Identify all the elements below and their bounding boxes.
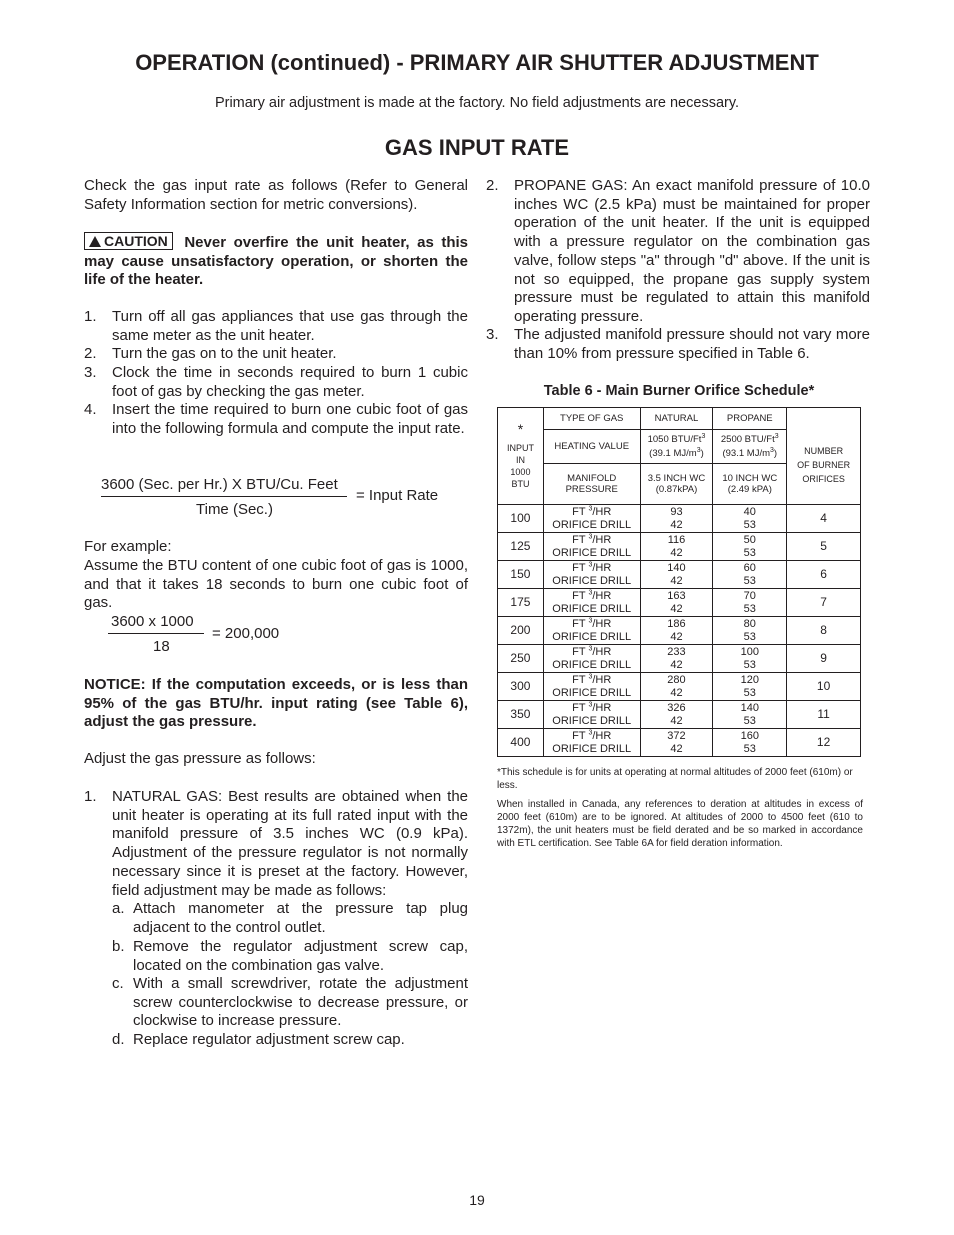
mp-text: (0.87kPA) (655, 484, 698, 495)
propane-ft-value: 40 (743, 505, 756, 518)
propane-ft-value: 160 (740, 729, 759, 742)
row-label-text: FT (572, 617, 586, 630)
caution-label-box (84, 232, 173, 250)
natural-cell (640, 645, 713, 673)
natural-drill-value: 42 (670, 658, 683, 671)
propane-drill-value: 53 (743, 630, 756, 643)
row-label-text: /HR (592, 645, 612, 658)
natural-ft-value: 116 (667, 533, 686, 546)
hv-sup: 3 (701, 432, 706, 440)
natural-ft-value: 186 (667, 617, 686, 630)
sub-list-text: Remove the regulator adjustment screw cap, located on the combination gas valve. (133, 938, 468, 974)
hv-text: (93.1 MJ/m (722, 448, 770, 459)
natural-drill-value: 42 (670, 518, 683, 531)
canada-note: When installed in Canada, any references to deration at altitudes in excess of 2000 feet (610m) are to be ignored. At altitudes of 2000 to 4500 feet (610 to 1372m), the unit heaters must be field derated and be so marked in accordance with ETL certification. See Table 6A for field deration information. (497, 799, 863, 849)
sub-list-text: With a small screwdriver, rotate the adjustment screw counterclockwise to decrease pressure, or clockwise to increase pressure. (133, 975, 468, 1030)
natural-drill-value: 42 (670, 546, 683, 559)
sub-list-letter: d. (112, 1031, 125, 1048)
table-row (498, 645, 861, 673)
caution-text: Never overfire the unit heater, as this may cause unsatisfactory operation, or shorten the life of the heater. (84, 234, 468, 289)
page-number: 19 (469, 1192, 485, 1208)
row-label-sup: 3 (588, 728, 593, 736)
row-label-text: /HR (592, 505, 612, 518)
row-label-text: ORIFICE DRILL (552, 574, 632, 587)
list-item (84, 364, 468, 400)
input-cell: 100 (498, 505, 544, 533)
input-star: * (517, 421, 524, 437)
input-cell: 125 (498, 533, 544, 561)
row-label-cell (543, 701, 640, 729)
formula-denominator: Time (Sec.) (196, 501, 273, 518)
row-label-sup: 3 (588, 560, 593, 568)
input-cell: 400 (498, 729, 544, 757)
row-label-text: FT (572, 645, 586, 658)
row-label-cell (543, 645, 640, 673)
list-item (486, 326, 870, 362)
burner-orifices-header (787, 408, 861, 505)
propane-drill-value: 53 (743, 602, 756, 615)
input-cell: 250 (498, 645, 544, 673)
natural-drill-value: 42 (670, 714, 683, 727)
list-item-number: 3. (84, 364, 97, 381)
check-text: Check the gas input rate as follows (Refer to General Safety Information section for metric conversions). (84, 177, 468, 213)
natural-drill-value: 42 (670, 602, 683, 615)
orifices-cell: 8 (787, 617, 861, 645)
row-label-cell (543, 561, 640, 589)
warning-triangle-icon (89, 236, 101, 247)
orifices-label-line: NUMBER (804, 446, 844, 456)
list-item-text: Insert the time required to burn one cubic foot of gas into the following formula and compute the input rate. (112, 401, 468, 437)
mp-text: (2.49 kPA) (727, 484, 772, 495)
hv-text: ) (700, 448, 704, 459)
example-divider (108, 633, 204, 634)
list-item (84, 401, 468, 457)
table-row (498, 561, 861, 589)
table-row (498, 729, 861, 757)
manifold-pressure-header: MANIFOLD PRESSURE (543, 464, 640, 505)
natural-ft-value: 93 (670, 505, 683, 518)
input-header (498, 408, 544, 505)
propane-cell (713, 561, 787, 589)
natural-cell (640, 533, 713, 561)
input-label-line: BTU (511, 479, 530, 489)
row-label-text: /HR (592, 673, 612, 686)
propane-ft-value: 70 (743, 589, 756, 602)
input-cell: 350 (498, 701, 544, 729)
propane-cell (713, 673, 787, 701)
list-item-number: 3. (486, 326, 499, 343)
orifices-cell: 10 (787, 673, 861, 701)
table-row (498, 617, 861, 645)
row-label-sup: 3 (588, 616, 593, 624)
list-item-number: 2. (84, 345, 97, 362)
list-item-text: Turn the gas on to the unit heater. (112, 345, 337, 362)
table-row (498, 701, 861, 729)
row-label-text: ORIFICE DRILL (552, 602, 632, 615)
input-label-line: INPUT (506, 443, 534, 453)
propane-ft-value: 120 (740, 673, 759, 686)
row-label-text: ORIFICE DRILL (552, 518, 632, 531)
natural-cell (640, 505, 713, 533)
row-label-text: /HR (592, 701, 612, 714)
row-label-sup: 3 (588, 532, 593, 540)
row-label-sup: 3 (588, 700, 593, 708)
input-cell: 200 (498, 617, 544, 645)
list-item (84, 788, 468, 900)
propane-cell (713, 701, 787, 729)
natural-ft-value: 280 (667, 673, 686, 686)
orifices-cell: 11 (787, 701, 861, 729)
natural-drill-value: 42 (670, 574, 683, 587)
formula-result: = Input Rate (356, 487, 439, 504)
row-label-text: FT (572, 505, 586, 518)
orifices-cell: 4 (787, 505, 861, 533)
propane-drill-value: 53 (743, 518, 756, 531)
row-label-text: FT (572, 673, 586, 686)
example-label: For example: (84, 538, 172, 555)
sub-list-text: Attach manometer at the pressure tap plug adjacent to the control outlet. (133, 900, 468, 936)
propane-drill-value: 53 (743, 658, 756, 671)
caution-label: CAUTION (104, 233, 168, 249)
propane-ft-value: 50 (743, 533, 756, 546)
formula-numerator: 3600 (Sec. per Hr.) X BTU/Cu. Feet (101, 476, 338, 493)
propane-ft-value: 140 (740, 701, 759, 714)
table-row (498, 505, 861, 533)
propane-cell (713, 617, 787, 645)
list-item-text: Clock the time in seconds required to burn 1 cubic foot of gas by checking the gas meter. (112, 364, 468, 400)
list-item-number: 1. (84, 308, 97, 325)
row-label-text: ORIFICE DRILL (552, 546, 632, 559)
input-cell: 150 (498, 561, 544, 589)
natural-cell (640, 589, 713, 617)
caution-block (84, 232, 468, 290)
formula-divider (101, 496, 347, 497)
mp-text: 10 INCH WC (722, 473, 778, 484)
hv-sup: 3 (696, 446, 701, 454)
hv-sup: 3 (774, 432, 779, 440)
row-label-text: FT (572, 701, 586, 714)
row-label-text: /HR (592, 617, 612, 630)
propane-drill-value: 53 (743, 714, 756, 727)
table-row (498, 589, 861, 617)
natural-ft-value: 372 (667, 729, 686, 742)
hv-sup: 3 (770, 446, 774, 454)
table-row (498, 673, 861, 701)
list-item (84, 345, 468, 363)
propane-gas-text: PROPANE GAS: An exact manifold pressure of 10.0 inches WC (2.5 kPa) must be maintained for proper operation of the unit heater. If the unit is equipped with a pressure regulator on the combination gas valve, follow steps "a" through "d" above. If the unit is not so equipped, the propane gas supply system pressure must be regulated to attain this manifold operating pressure. (514, 177, 870, 325)
natural-ft-value: 326 (667, 701, 686, 714)
row-label-sup: 3 (588, 504, 593, 512)
orifices-cell: 6 (787, 561, 861, 589)
propane-cell (713, 533, 787, 561)
row-label-cell (543, 729, 640, 757)
natural-ft-value: 163 (667, 589, 686, 602)
propane-heating-value (713, 430, 787, 464)
notice-text: NOTICE: If the computation exceeds, or is less than 95% of the gas BTU/hr. input rating (see Table 6), adjust the gas pressure. (84, 676, 468, 731)
row-label-text: /HR (592, 729, 612, 742)
sub-list-letter: b. (112, 938, 125, 955)
adjust-text: Adjust the gas pressure as follows: (84, 750, 316, 767)
row-label-cell (543, 505, 640, 533)
hv-text: 1050 BTU/Ft (647, 434, 702, 445)
list-item-number: 4. (84, 401, 97, 418)
row-label-sup: 3 (588, 672, 593, 680)
propane-cell (713, 589, 787, 617)
natural-drill-value: 42 (670, 742, 683, 755)
propane-drill-value: 53 (743, 574, 756, 587)
list-item-number: 2. (486, 177, 499, 194)
mp-text: 3.5 INCH WC (647, 473, 706, 484)
input-label-line: 1000 (510, 467, 531, 477)
list-item (486, 177, 870, 327)
row-label-sup: 3 (588, 644, 593, 652)
example-text: Assume the BTU content of one cubic foot of gas is 1000, and that it takes 18 seconds to burn one cubic foot of gas. (84, 557, 468, 612)
heating-value-header: HEATING VALUE (543, 430, 640, 464)
row-label-text: FT (572, 589, 586, 602)
sub-list-item (112, 1031, 468, 1049)
orifices-cell: 12 (787, 729, 861, 757)
row-label-text: FT (572, 561, 586, 574)
orifices-cell: 7 (787, 589, 861, 617)
list-item (84, 308, 468, 344)
orifices-label-line: ORIFICES (802, 474, 845, 484)
page-heading: OPERATION (continued) - PRIMARY AIR SHUTTER ADJUSTMENT (135, 50, 819, 75)
propane-drill-value: 53 (743, 742, 756, 755)
natural-cell (640, 561, 713, 589)
input-cell: 175 (498, 589, 544, 617)
table-row (498, 533, 861, 561)
row-label-text: ORIFICE DRILL (552, 742, 632, 755)
natural-drill-value: 42 (670, 630, 683, 643)
section-title: GAS INPUT RATE (384, 135, 570, 160)
hv-text: (39.1 MJ/m (649, 448, 697, 459)
row-label-text: ORIFICE DRILL (552, 686, 632, 699)
input-cell: 300 (498, 673, 544, 701)
propane-drill-value: 53 (743, 546, 756, 559)
list-item-number: 1. (84, 788, 97, 805)
hv-text: ) (773, 448, 778, 459)
sub-list-text: Replace regulator adjustment screw cap. (133, 1031, 405, 1048)
list-item-text: Turn off all gas appliances that use gas through the same meter as the unit heater. (112, 308, 468, 344)
row-label-text: ORIFICE DRILL (552, 714, 632, 727)
propane-manifold-pressure (713, 464, 787, 505)
propane-header: PROPANE (713, 408, 787, 430)
sub-list-letter: c. (112, 975, 124, 992)
natural-cell (640, 673, 713, 701)
intro-text: Primary air adjustment is made at the factory. No field adjustments are necessary. (214, 95, 740, 111)
vary-text: The adjusted manifold pressure should not vary more than 10% from pressure specified in Table 6. (514, 326, 870, 362)
row-label-sup: 3 (588, 588, 593, 596)
input-label-line: IN (515, 455, 525, 465)
row-label-cell (543, 673, 640, 701)
sub-list-item (112, 938, 468, 974)
example-result: = 200,000 (212, 625, 280, 642)
natural-drill-value: 42 (670, 686, 683, 699)
row-label-cell (543, 533, 640, 561)
row-label-text: /HR (592, 533, 612, 546)
propane-cell (713, 645, 787, 673)
propane-cell (713, 729, 787, 757)
propane-ft-value: 100 (740, 645, 759, 658)
row-label-cell (543, 617, 640, 645)
natural-gas-text: NATURAL GAS: Best results are obtained when the unit heater is operating at its full rated input with the manifold pressure of 3.5 inches WC (0.9 kPa). Adjustment of the pressure regulator is not normally necessary since it is preset at the factory. However, field adjustment may be made as follows: (112, 788, 468, 899)
row-label-cell (543, 589, 640, 617)
propane-ft-value: 80 (743, 617, 756, 630)
sub-list-item (112, 900, 468, 936)
orifices-cell: 5 (787, 533, 861, 561)
hv-text: 2500 BTU/Ft (720, 434, 775, 445)
orifices-cell: 9 (787, 645, 861, 673)
orifices-label-line: OF BURNER (797, 460, 851, 470)
row-label-text: FT (572, 729, 586, 742)
sub-list-letter: a. (112, 900, 125, 917)
example-denominator: 18 (153, 638, 170, 655)
propane-drill-value: 53 (743, 686, 756, 699)
row-label-text: /HR (592, 589, 612, 602)
example-numerator: 3600 x 1000 (111, 613, 194, 630)
natural-ft-value: 140 (667, 561, 686, 574)
row-label-text: FT (572, 533, 586, 546)
natural-ft-value: 233 (667, 645, 686, 658)
row-label-text: /HR (592, 561, 612, 574)
propane-cell (713, 505, 787, 533)
propane-ft-value: 60 (743, 561, 756, 574)
natural-cell (640, 701, 713, 729)
type-of-gas-header: TYPE OF GAS (543, 408, 640, 430)
natural-cell (640, 729, 713, 757)
table-footnote: *This schedule is for units at operating at normal altitudes of 2000 feet (610m) or less. (497, 767, 853, 791)
table-caption: Table 6 - Main Burner Orifice Schedule* (543, 383, 815, 399)
natural-header: NATURAL (640, 408, 713, 430)
orifice-table (497, 407, 861, 757)
natural-heating-value (640, 430, 713, 464)
row-label-text: ORIFICE DRILL (552, 630, 632, 643)
table-body (498, 505, 861, 757)
natural-manifold-pressure (640, 464, 713, 505)
row-label-text: ORIFICE DRILL (552, 658, 632, 671)
natural-cell (640, 617, 713, 645)
sub-list-item (112, 975, 468, 1031)
